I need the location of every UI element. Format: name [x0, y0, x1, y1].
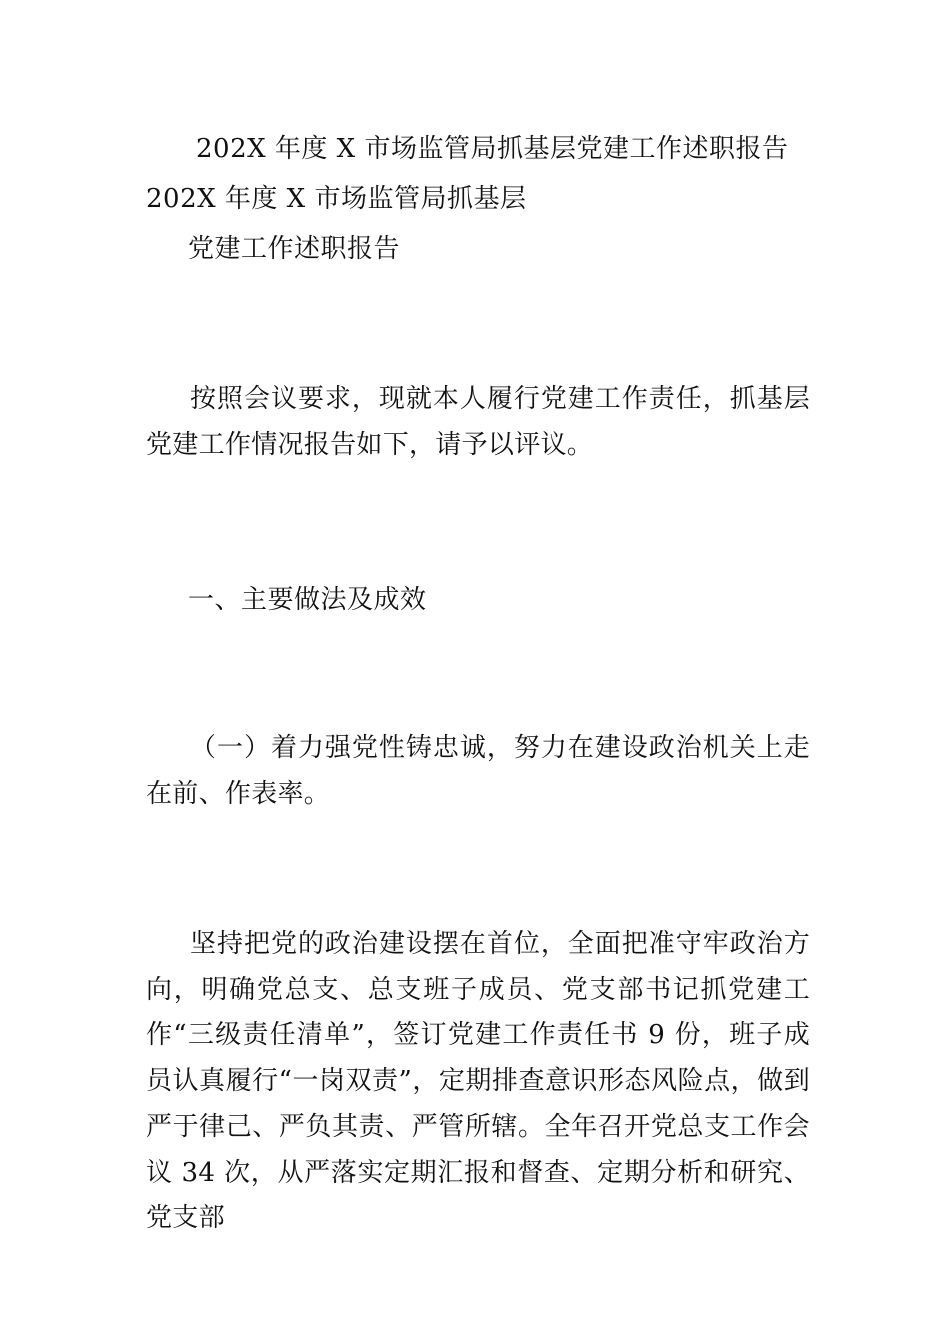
body-paragraph: 坚持把党的政治建设摆在首位，全面把准守牢政治方向，明确党总支、总支班子成员、党支部书记抓党建工作“三级责任清单”，签订党建工作责任书 9 份，班子成员认真履行“一岗双责”，定期排查意识形态风险点，做到严于律己、严负其责、严管所辖。全年召开党总支工作会议 34 次，从严落实定期汇报和督查、定期分析和研究、党支部	[146, 929, 810, 1234]
document-heading-line-2: 党建工作述职报告	[188, 234, 401, 264]
intro-paragraph: 按照会议要求，现就本人履行党建工作责任，抓基层党建工作情况报告如下，请予以评议。	[146, 384, 810, 460]
section-heading-1: 一、主要做法及成效	[188, 585, 427, 615]
document-heading-line-1: 202X 年度 X 市场监管局抓基层	[146, 184, 527, 214]
document-title-line: 202X 年度 X 市场监管局抓基层党建工作述职报告	[196, 134, 789, 164]
subsection-heading-1: （一）着力强党性铸忠诚，努力在建设政治机关上走在前、作表率。	[146, 733, 810, 809]
